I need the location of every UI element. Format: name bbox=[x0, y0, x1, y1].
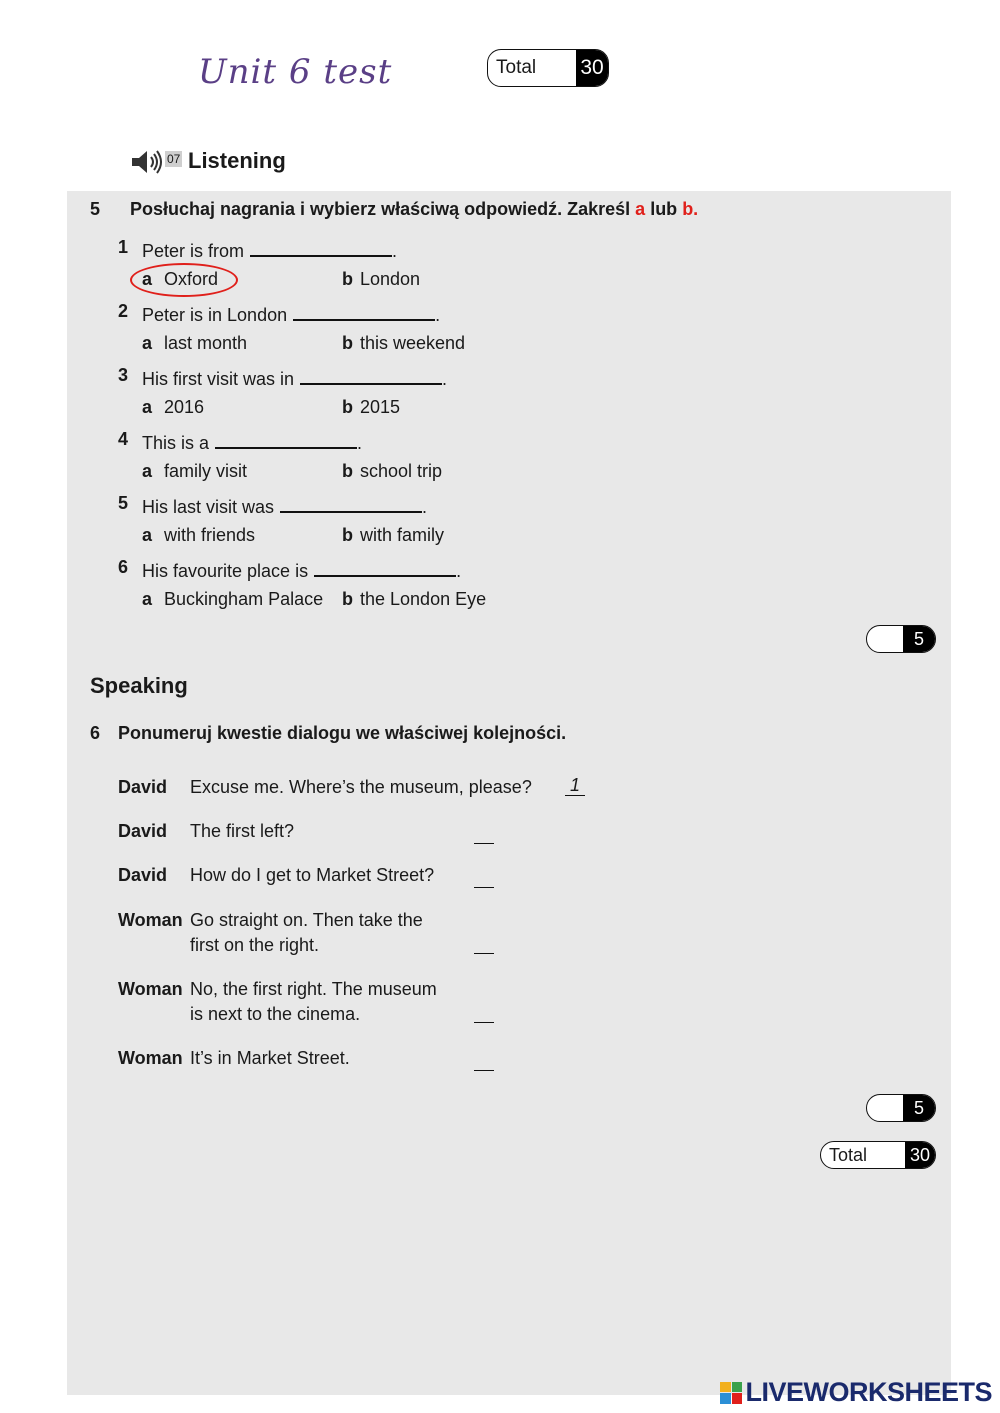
option-text: school trip bbox=[360, 461, 443, 481]
option-letter: a bbox=[142, 333, 153, 353]
listening-heading: Listening bbox=[188, 148, 286, 173]
option-text: Oxford bbox=[164, 269, 219, 289]
option-letter: a bbox=[142, 397, 153, 417]
dialogue-line bbox=[190, 977, 437, 1027]
footer-total-label: Total bbox=[829, 1144, 868, 1165]
order-answer-field[interactable] bbox=[474, 933, 494, 954]
option-letter: a bbox=[142, 589, 153, 609]
total-score-box bbox=[487, 49, 609, 87]
option-letter: b bbox=[342, 461, 353, 481]
question-row bbox=[142, 365, 447, 390]
question-row bbox=[142, 557, 461, 582]
dialogue-text: How do I get to Market Street? bbox=[190, 865, 435, 885]
dialogue-speaker: David bbox=[118, 821, 168, 841]
option-letter: a bbox=[142, 525, 153, 545]
answer-blank[interactable] bbox=[293, 301, 435, 321]
score-blank bbox=[867, 626, 903, 652]
score-blank bbox=[867, 1095, 903, 1121]
question-period: . bbox=[392, 241, 398, 261]
option-a[interactable] bbox=[142, 525, 255, 546]
dialogue-text: No, the first right. The museum bbox=[190, 979, 437, 999]
question-number: 1 bbox=[118, 237, 129, 257]
order-answer-field[interactable]: 1 bbox=[565, 775, 585, 796]
logo-mark-icon bbox=[720, 1382, 742, 1404]
option-a[interactable] bbox=[142, 589, 323, 610]
instruction-text: Posłuchaj nagrania i wybierz właściwą odpowiedź. Zakreśl bbox=[130, 199, 636, 219]
speaker-icon[interactable] bbox=[130, 148, 164, 176]
order-answer-field[interactable] bbox=[474, 823, 494, 844]
dialogue-line bbox=[190, 775, 532, 800]
question-period: . bbox=[456, 561, 462, 581]
dialogue-text: Excuse me. Where’s the museum, please? bbox=[190, 777, 532, 797]
answer-blank[interactable] bbox=[250, 237, 392, 257]
answer-circle bbox=[130, 263, 238, 297]
exercise-5-score-box bbox=[866, 625, 936, 653]
footer-total-box bbox=[820, 1141, 936, 1169]
dialogue-text: Go straight on. Then take the bbox=[190, 910, 423, 930]
footer-total-value: 30 bbox=[905, 1142, 935, 1168]
speaking-heading: Speaking bbox=[90, 673, 188, 698]
dialogue-text-continued: is next to the cinema. bbox=[190, 1004, 361, 1024]
dialogue-speaker: David bbox=[118, 777, 168, 797]
dialogue-line bbox=[190, 1046, 350, 1071]
exercise-6-score-box bbox=[866, 1094, 936, 1122]
answer-blank[interactable] bbox=[215, 429, 357, 449]
option-letter: b bbox=[342, 333, 353, 353]
option-letter: a bbox=[142, 269, 153, 289]
logo-text: LIVEWORKSHEETS bbox=[745, 1377, 992, 1407]
option-b[interactable] bbox=[342, 461, 442, 482]
option-text: with friends bbox=[164, 525, 256, 545]
exercise-6-number: 6 bbox=[90, 723, 101, 743]
question-period: . bbox=[422, 497, 428, 517]
exercise-5-score: 5 bbox=[903, 626, 935, 652]
order-answer-field[interactable] bbox=[474, 867, 494, 888]
option-text: with family bbox=[360, 525, 445, 545]
option-text: family visit bbox=[164, 461, 248, 481]
exercise-6-instruction: Ponumeruj kwestie dialogu we właściwej kolejności. bbox=[118, 723, 567, 743]
question-text: His last visit was bbox=[142, 497, 275, 517]
dialogue-line bbox=[190, 908, 423, 958]
question-row bbox=[142, 493, 427, 518]
option-letter: b bbox=[342, 589, 353, 609]
total-value: 30 bbox=[576, 50, 608, 86]
question-text: His first visit was in bbox=[142, 369, 295, 389]
option-a[interactable] bbox=[142, 397, 204, 418]
option-b[interactable] bbox=[342, 333, 465, 354]
dialogue-text-continued: first on the right. bbox=[190, 935, 320, 955]
instruction-option-a: a bbox=[635, 199, 646, 219]
dialogue-line bbox=[190, 819, 294, 844]
dialogue-speaker: David bbox=[118, 865, 168, 885]
exercise-6-score: 5 bbox=[903, 1095, 935, 1121]
question-row bbox=[142, 301, 440, 326]
question-period: . bbox=[435, 305, 441, 325]
dialogue-text: The first left? bbox=[190, 821, 295, 841]
answer-blank[interactable] bbox=[280, 493, 422, 513]
question-number: 5 bbox=[118, 493, 129, 513]
option-a[interactable] bbox=[142, 461, 247, 482]
order-answer-field[interactable] bbox=[474, 1002, 494, 1023]
dialogue-text: It’s in Market Street. bbox=[190, 1048, 350, 1068]
dialogue-speaker: Woman bbox=[118, 910, 183, 930]
question-text: Peter is in London bbox=[142, 305, 288, 325]
option-b[interactable] bbox=[342, 269, 420, 290]
option-text: this weekend bbox=[360, 333, 466, 353]
dialogue-line bbox=[190, 863, 434, 888]
question-number: 4 bbox=[118, 429, 129, 449]
option-letter: a bbox=[142, 461, 153, 481]
option-a[interactable] bbox=[142, 333, 247, 354]
option-text: 2016 bbox=[164, 397, 205, 417]
total-label: Total bbox=[496, 57, 537, 78]
option-letter: b bbox=[342, 397, 353, 417]
question-row bbox=[142, 237, 397, 262]
question-row bbox=[142, 429, 362, 454]
page-title: Unit 6 test bbox=[198, 52, 393, 92]
option-b[interactable] bbox=[342, 397, 400, 418]
instruction-text-mid: lub bbox=[645, 199, 683, 219]
dialogue-speaker: Woman bbox=[118, 979, 183, 999]
option-b[interactable] bbox=[342, 525, 444, 546]
instruction-option-b: b. bbox=[682, 199, 699, 219]
question-number: 2 bbox=[118, 301, 129, 321]
option-letter: b bbox=[342, 525, 353, 545]
answer-blank[interactable] bbox=[300, 365, 442, 385]
option-text: London bbox=[360, 269, 421, 289]
question-text: This is a bbox=[142, 433, 210, 453]
question-period: . bbox=[442, 369, 448, 389]
exercise-5-instruction bbox=[130, 199, 698, 220]
order-answer-field[interactable] bbox=[474, 1050, 494, 1071]
option-text: 2015 bbox=[360, 397, 401, 417]
question-number: 3 bbox=[118, 365, 129, 385]
exercise-5-number: 5 bbox=[90, 199, 101, 219]
dialogue-speaker: Woman bbox=[118, 1048, 183, 1068]
option-text: the London Eye bbox=[360, 589, 487, 609]
answer-blank[interactable] bbox=[314, 557, 456, 577]
question-text: Peter is from bbox=[142, 241, 245, 261]
option-text: Buckingham Palace bbox=[164, 589, 324, 609]
track-number: 07 bbox=[167, 152, 181, 166]
question-number: 6 bbox=[118, 557, 129, 577]
option-letter: b bbox=[342, 269, 353, 289]
option-b[interactable] bbox=[342, 589, 486, 610]
question-text: His favourite place is bbox=[142, 561, 309, 581]
liveworksheets-logo bbox=[720, 1377, 992, 1408]
option-text: last month bbox=[164, 333, 248, 353]
question-period: . bbox=[357, 433, 363, 453]
